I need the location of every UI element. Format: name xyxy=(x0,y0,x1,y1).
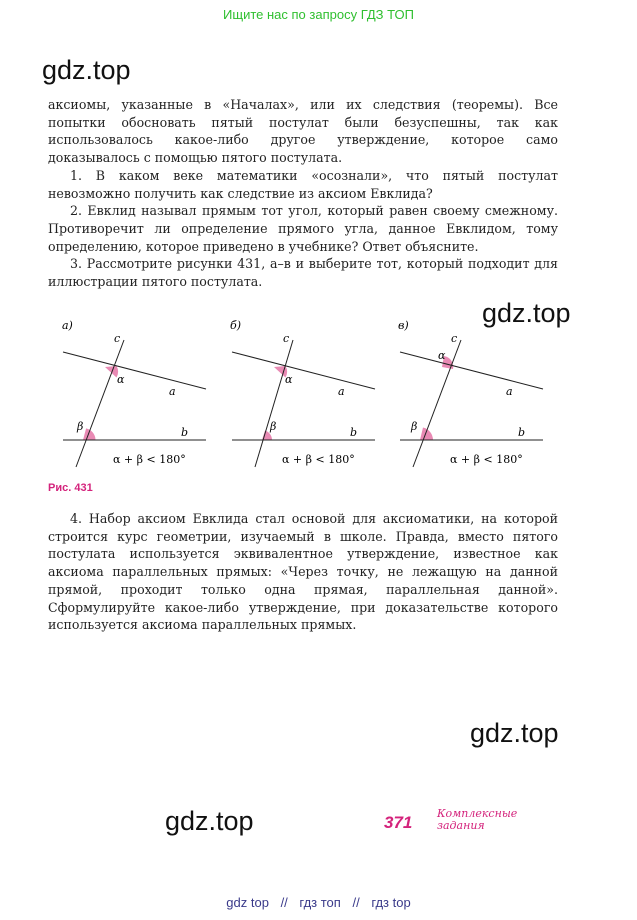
panel-label: а) xyxy=(62,319,73,332)
question-4-block xyxy=(48,510,558,634)
question-3: 3. Рассмотрите рисунки 431, а–в и выберите тот, который подходит для иллюстрации пятого постулата. xyxy=(48,256,558,290)
footer-link[interactable]: гдз top xyxy=(371,895,411,910)
label-a: a xyxy=(506,385,513,398)
label-beta: β xyxy=(411,420,418,433)
label-beta: β xyxy=(77,420,84,433)
page-number: 371 xyxy=(384,813,413,832)
inequality-label: α + β < 180° xyxy=(113,453,186,466)
bottom-links xyxy=(0,895,637,910)
search-banner[interactable]: Ищите нас по запросу ГДЗ ТОП xyxy=(223,7,414,22)
watermark: gdz.top xyxy=(470,718,559,748)
label-b: b xyxy=(518,426,526,439)
footer-link[interactable]: gdz top xyxy=(226,895,269,910)
beta-angle-mark xyxy=(420,428,433,441)
line-a xyxy=(63,352,206,389)
label-c: c xyxy=(451,332,458,345)
label-b: b xyxy=(181,426,189,439)
section-label-line: Комплексные xyxy=(437,807,518,820)
inequality-label: α + β < 180° xyxy=(282,453,355,466)
watermark: gdz.top xyxy=(165,806,254,836)
label-alpha: α xyxy=(117,373,125,386)
panel-label: в) xyxy=(398,319,409,332)
question-1: 1. В каком веке математики «осознали», что пятый постулат невозможно получить как следствие из аксиом Евклида? xyxy=(48,167,558,201)
line-a xyxy=(400,352,543,389)
panel-label: б) xyxy=(230,319,242,332)
figure-panel-a xyxy=(62,319,206,467)
footer-link[interactable]: гдз топ xyxy=(299,895,341,910)
figure-431 xyxy=(0,315,637,480)
line-c xyxy=(76,340,124,467)
label-beta: β xyxy=(270,420,277,433)
figure-caption: Рис. 431 xyxy=(48,482,93,494)
question-4: 4. Набор аксиом Евклида стал основой для аксиоматики, на которой строится курс геометрии, изучаемый в школе. Правда, вместо пятого постулата используется эквивалентное утверждение, известное как аксиома параллельных прямых: «Через точку, не лежащую на данной прямой, проходит только одна прямая, параллельная данной». Сформулируйте какое-либо утверждение, при доказательстве которого используется аксиома параллельных прямых. xyxy=(48,511,558,633)
figure-panel-v xyxy=(398,319,543,467)
line-c xyxy=(413,340,461,467)
body-text xyxy=(48,96,558,291)
line-a xyxy=(232,352,375,389)
watermark: gdz.top xyxy=(482,298,571,328)
paragraph-intro: аксиомы, указанные в «Началах», или их следствия (теоремы). Все попытки обосновать пятый постулат были безуспешны, так как использовалось какое-либо другое утверждение, которое само доказывалось с помощью пятого постулата. xyxy=(48,97,558,166)
label-c: c xyxy=(114,332,121,345)
link-separator: // xyxy=(280,895,288,910)
label-a: a xyxy=(169,385,176,398)
question-2: 2. Евклид называл прямым тот угол, который равен своему смежному. Противоречит ли определение прямого угла, данное Евклидом, тому определению, которое приведено в учебнике? Ответ объясните. xyxy=(48,203,558,254)
label-alpha: α xyxy=(438,349,446,362)
label-b: b xyxy=(350,426,358,439)
beta-angle-mark xyxy=(83,428,96,440)
section-label-line: задания xyxy=(437,819,485,832)
label-alpha: α xyxy=(285,373,293,386)
link-separator: // xyxy=(352,895,360,910)
figure-panel-b xyxy=(230,319,375,467)
label-c: c xyxy=(283,332,290,345)
watermark: gdz.top xyxy=(42,55,131,85)
section-label xyxy=(437,808,547,832)
inequality-label: α + β < 180° xyxy=(450,453,523,466)
label-a: a xyxy=(338,385,345,398)
